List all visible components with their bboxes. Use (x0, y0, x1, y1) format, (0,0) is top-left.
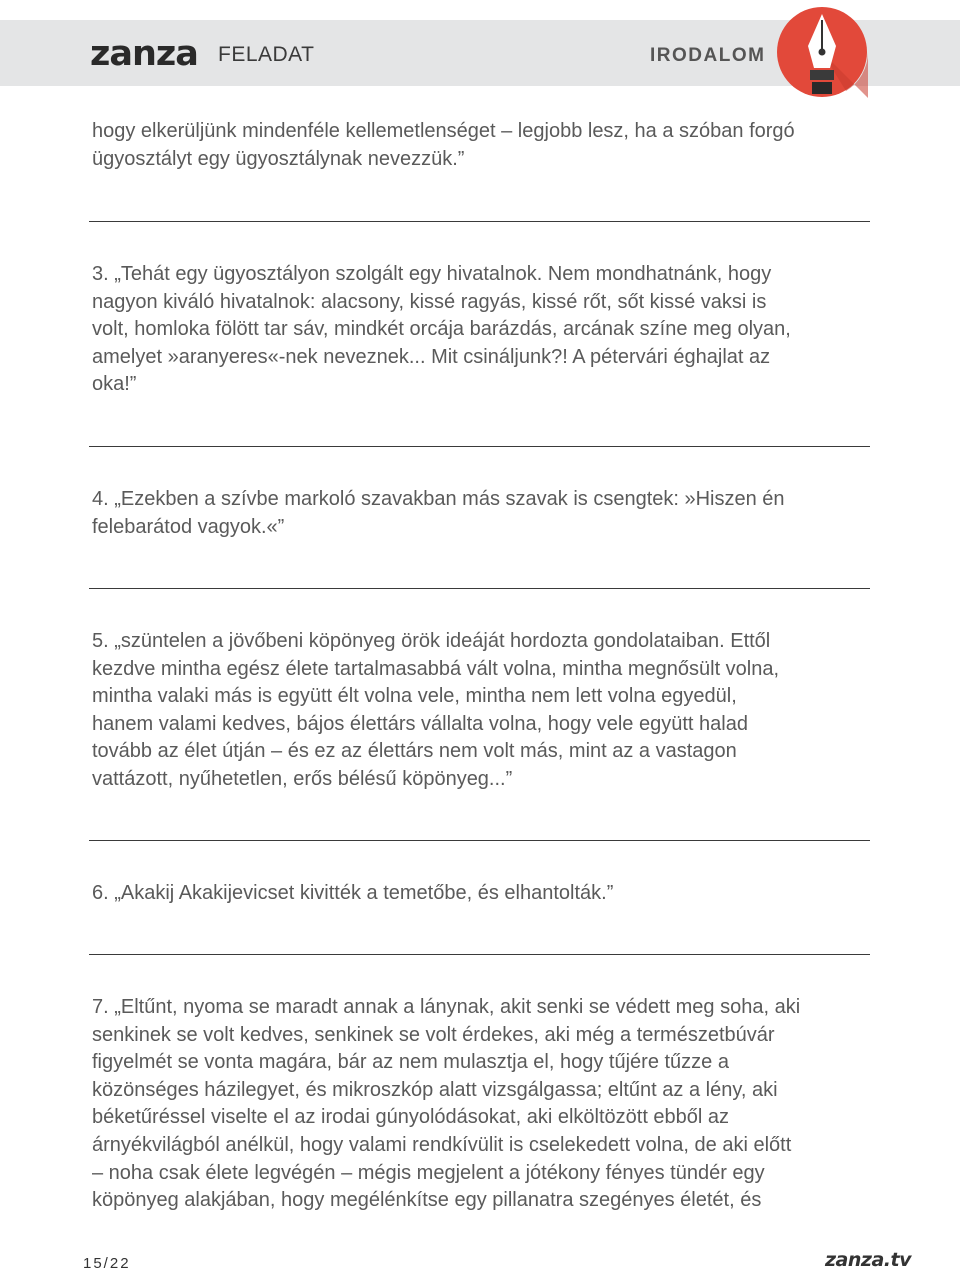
text-paragraph-4: 4. „Ezekben a szívbe markoló szavakban más szavak is csengtek: »Hiszen én felebarátod vagyok.«” (92, 488, 785, 538)
text-paragraph-6: 6. „Akakij Akakijevicset kivitték a temetőbe, és elhantolták.” (92, 882, 614, 904)
footer-brand-logo: zanza.tv (825, 1249, 911, 1271)
fountain-pen-nib-icon (776, 6, 868, 98)
text-paragraph-7: 7. „Eltűnt, nyoma se maradt annak a lánynak, akit senki se védett meg soha, aki senkinek se volt kedves, senkinek se volt érdekes, aki még a természetbúvár figyelmét se vonta magára, bár az nem mulasztja el, hogy tűjére tűzze a közönséges házilegyet, és mikroszkóp alatt vizsgálgassa; eltűnt az a lény, aki béketűréssel viselte el az irodai gúnyolódásokat, aki elköltözött ebből az árnyékvilágból anélkül, hogy valami rendkívülit is cselekedett volna, de aki előtt – noha csak élete legvégén – mégis megjelent a jótékony fényes tündér egy köpönyeg alakjában, hogy megélénkítse egy pillanatra szegényes életét, és (92, 996, 801, 1212)
answer-line-2[interactable] (89, 446, 870, 447)
text-paragraph-intro: hogy elkerüljünk mindenféle kellemetlenséget – legjobb lesz, ha a szóban forgó ügyosztályt egy ügyosztálynak nevezzük.” (92, 120, 795, 170)
text-paragraph-5: 5. „szüntelen a jövőbeni köpönyeg örök ideáját hordozta gondolataiban. Ettől kezdve mintha egész élete tartalmasabbá vált volna, mintha megnősült volna, mintha valaki más is együtt élt volna vele, mintha nem lett volna egyedül, hanem valami kedves, bájos élettárs vállalta volna, hogy vele együtt halad tovább az élet útján – és ez az élettárs nem volt más, mint az a vastagon vattázott, nyűhetetlen, erős bélésű köpönyeg...” (92, 630, 780, 790)
page-number: 15/22 (83, 1255, 131, 1272)
subject-label: IRODALOM (650, 45, 766, 66)
answer-line-1[interactable] (89, 221, 870, 222)
answer-line-3[interactable] (89, 588, 870, 589)
answer-line-4[interactable] (89, 840, 870, 841)
answer-line-5[interactable] (89, 954, 870, 955)
section-label: FELADAT (218, 43, 315, 66)
text-paragraph-3: 3. „Tehát egy ügyosztályon szolgált egy hivatalnok. Nem mondhatnánk, hogy nagyon kiváló hivatalnok: alacsony, kissé ragyás, kissé rőt, sőt kissé vaksi is volt, homloka fölött tar sáv, mindkét orcája barázdás, arcának színe meg olyan, amelyet »aranyeres«-nek neveznek... Mit csináljunk?! A pétervári éghajlat az oka!” (92, 263, 791, 396)
zanza-logo: zanza (90, 34, 198, 74)
